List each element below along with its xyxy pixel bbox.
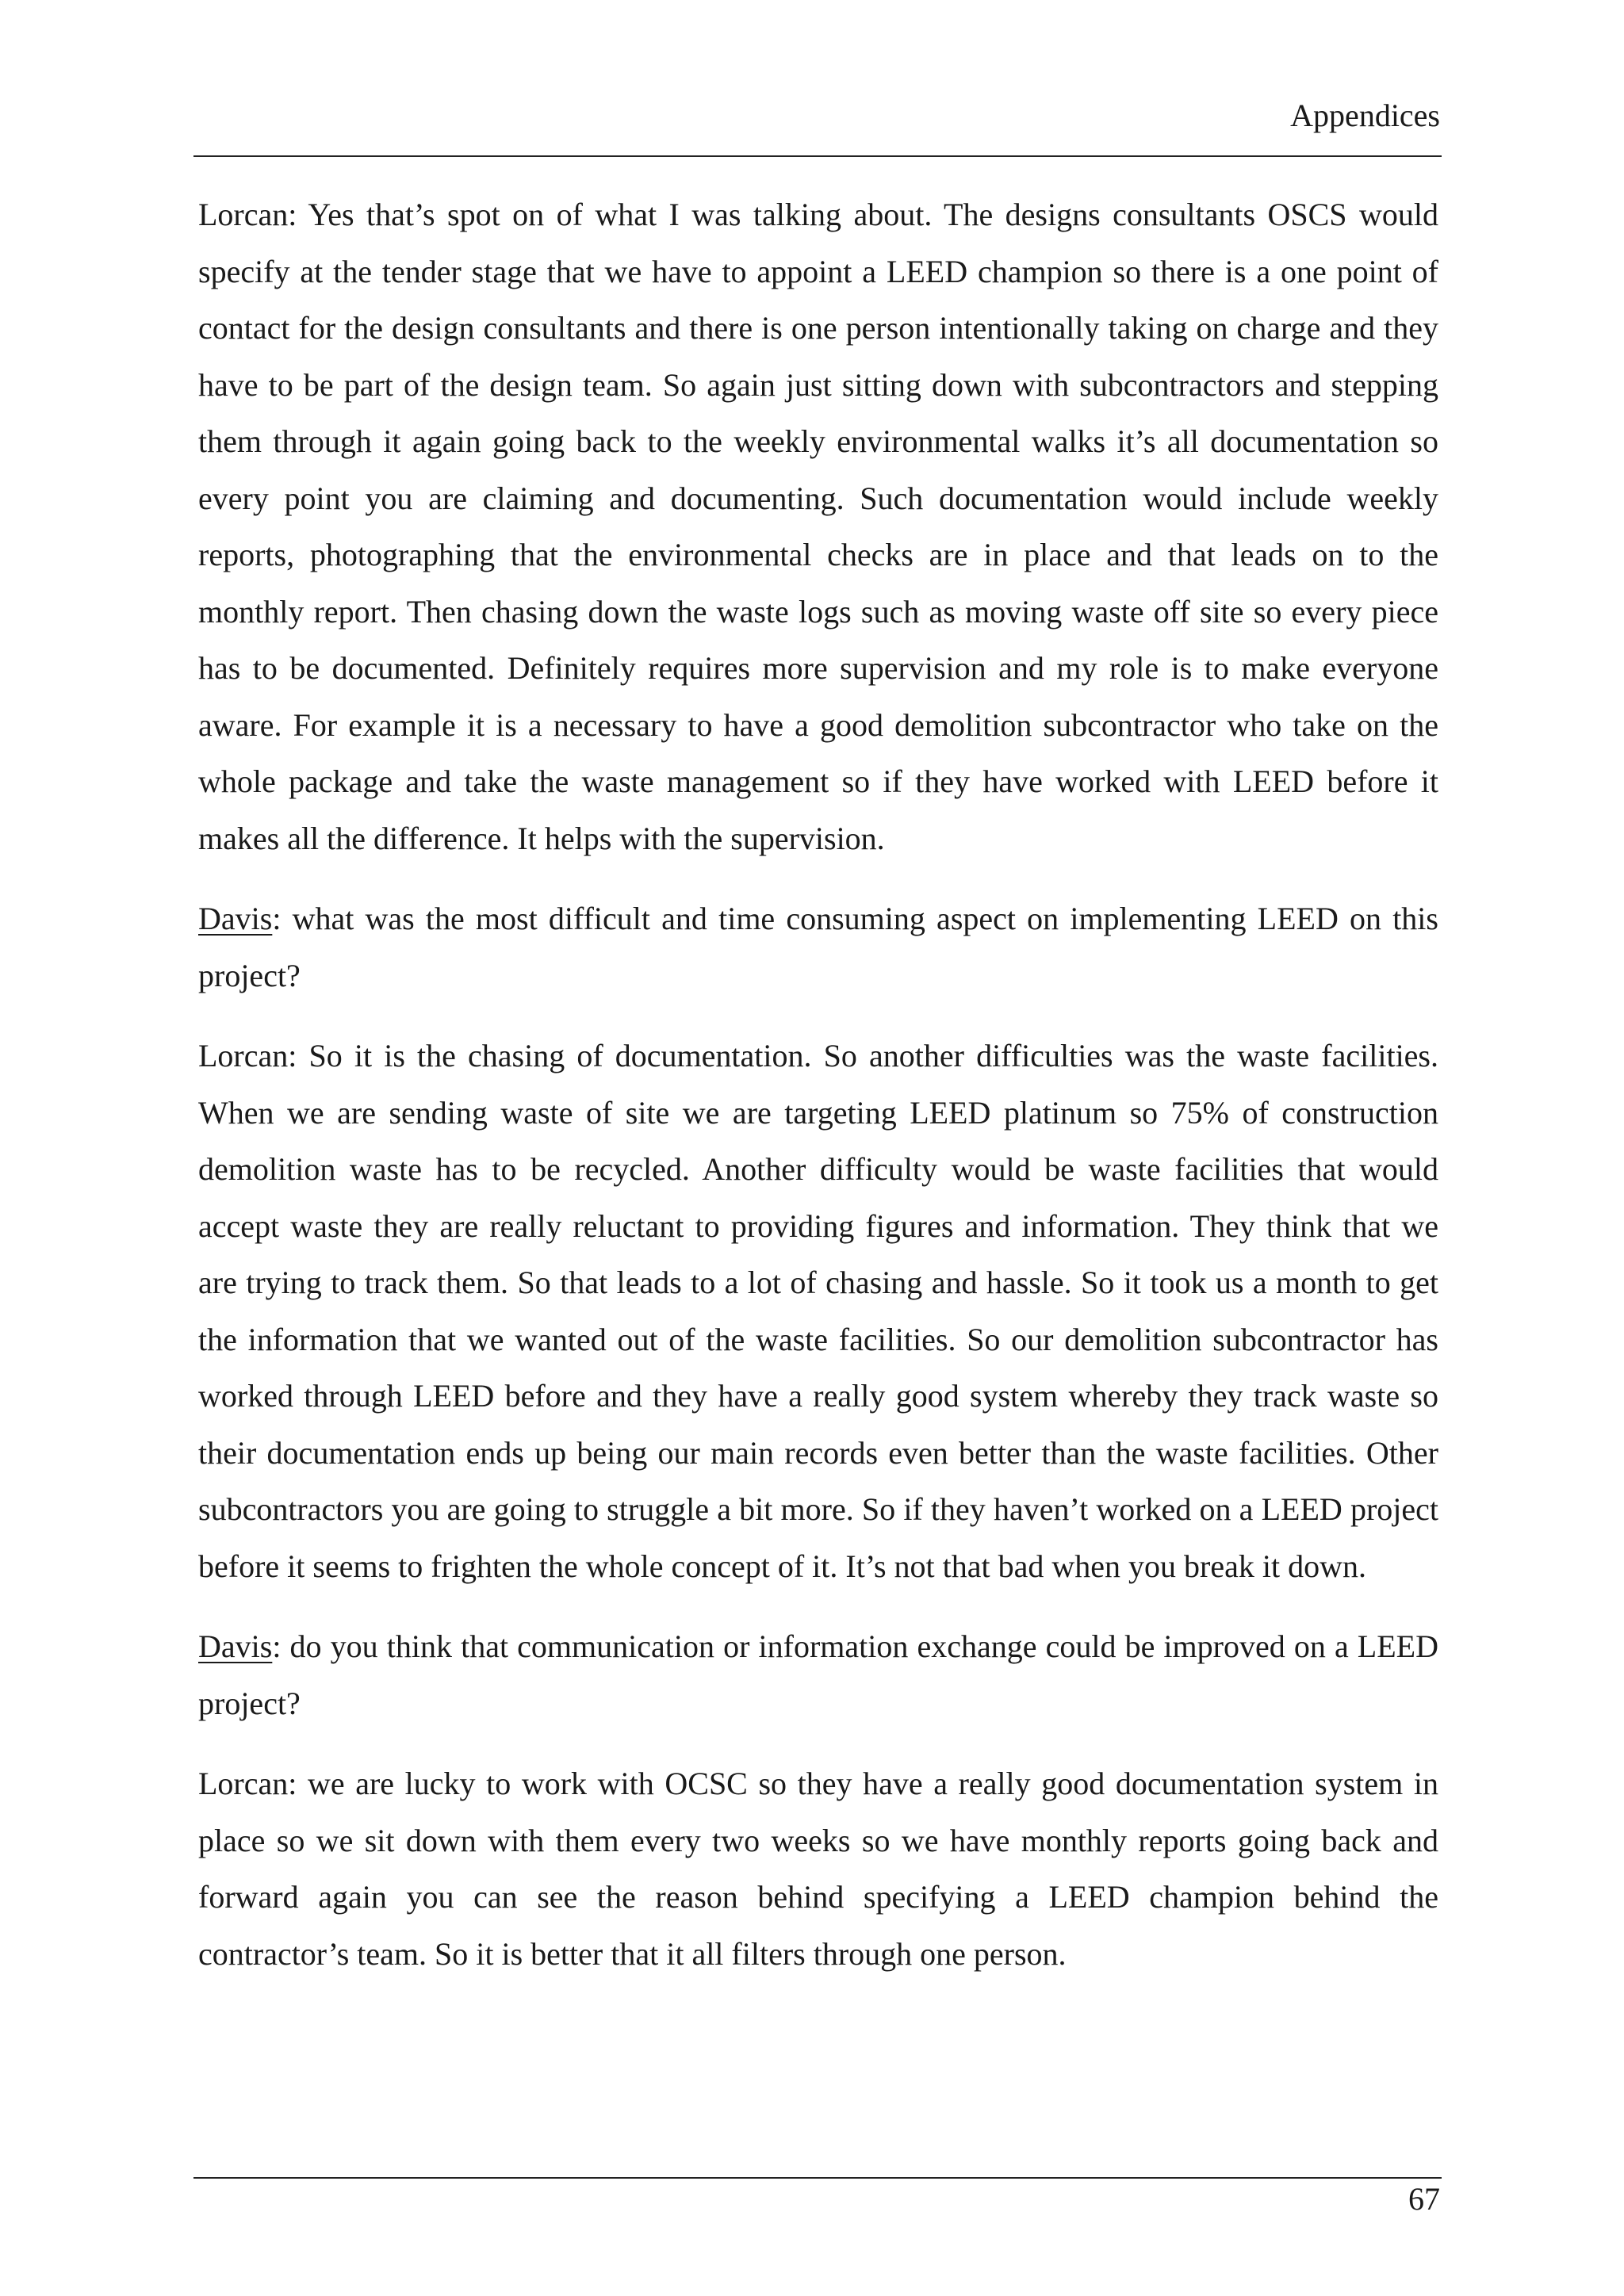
speaker-name: Lorcan (198, 197, 289, 232)
paragraph-davis-1 (198, 890, 1438, 1004)
speaker-name: Davis (198, 901, 273, 936)
page-number: 67 (1408, 2181, 1440, 2217)
interview-transcript (198, 186, 1438, 2006)
speaker-name: Lorcan (198, 1766, 289, 1801)
header-divider (193, 155, 1442, 157)
paragraph-lorcan-2 (198, 1027, 1438, 1594)
running-header: Appendices (1290, 98, 1440, 133)
paragraph-text: : we are lucky to work with OCSC so they have a really good documentation system in place so we sit down with them every two weeks so we have monthly reports going back and forward again you can see the reason behind specifying a LEED champion behind the contractor’s team. So it is better that it all filters through one person. (198, 1766, 1438, 1972)
paragraph-text: : So it is the chasing of documentation. So another difficulties was the waste facilities. When we are sending waste of site we are targeting LEED platinum so 75% of construction demolition waste has to be recycled. Another difficulty would be waste facilities that would accept waste they are really reluctant to providing figures and information. They think that we are trying to track them. So that leads to a lot of chasing and hassle. So it took us a month to get the information that we wanted out of the waste facilities. So our demolition subcontractor has worked through LEED before and they have a really good system whereby they track waste so their documentation ends up being our main records even better than the waste facilities. Other subcontractors you are going to struggle a bit more. So if they haven’t worked on a LEED project before it seems to frighten the whole concept of it. It’s not that bad when you break it down. (198, 1038, 1438, 1584)
footer-divider (193, 2177, 1442, 2179)
paragraph-text: : Yes that’s spot on of what I was talking about. The designs consultants OSCS would specify at the tender stage that we have to appoint a LEED champion so there is a one point of contact for the design consultants and there is one person intentionally taking on charge and they have to be part of the design team. So again just sitting down with subcontractors and stepping them through it again going back to the weekly environmental walks it’s all documentation so every point you are claiming and documenting. Such documentation would include weekly reports, photographing that the environmental checks are in place and that leads on to the monthly report. Then chasing down the waste logs such as moving waste off site so every piece has to be documented. Definitely requires more supervision and my role is to make everyone aware. For example it is a necessary to have a good demolition subcontractor who take on the whole package and take the waste management so if they have worked with LEED before it makes all the difference. It helps with the supervision. (198, 197, 1438, 856)
paragraph-text: : do you think that communication or information exchange could be improved on a LEED project? (198, 1628, 1438, 1721)
paragraph-text: : what was the most difficult and time consuming aspect on implementing LEED on this project? (198, 901, 1438, 993)
speaker-name: Davis (198, 1628, 273, 1664)
paragraph-lorcan-1 (198, 186, 1438, 867)
paragraph-lorcan-3 (198, 1755, 1438, 1982)
speaker-name: Lorcan (198, 1038, 289, 1073)
paragraph-davis-2 (198, 1618, 1438, 1732)
